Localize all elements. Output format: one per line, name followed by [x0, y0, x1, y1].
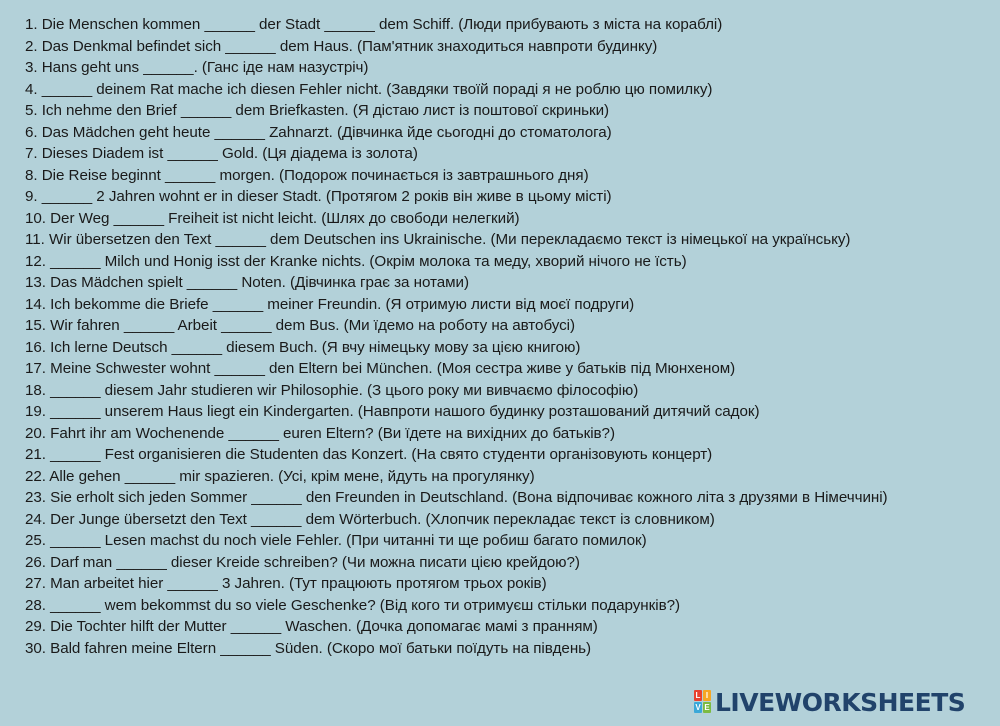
- exercise-line-2: 2. Das Denkmal befindet sich ______ dem Haus. (Пам'ятник знаходиться навпроти будинку): [25, 37, 658, 55]
- exercise-line-26: 26. Darf man ______ dieser Kreide schreiben? (Чи можна писати цією крейдою?): [25, 553, 580, 571]
- exercise-line-12: 12. ______ Milch und Honig isst der Kranke nichts. (Окрім молока та меду, хворий нічого не їсть): [25, 252, 687, 270]
- exercise-line-9: 9. ______ 2 Jahren wohnt er in dieser Stadt. (Протягом 2 років він живе в цьому місті): [25, 188, 612, 205]
- exercise-sheet: [25, 14, 990, 659]
- exercise-line-1: 1. Die Menschen kommen ______ der Stadt ______ dem Schiff. (Люди прибувають з міста на кораблі): [25, 16, 723, 33]
- logo-letter-e: E: [704, 703, 710, 712]
- exercise-line-10: 10. Der Weg ______ Freiheit ist nicht leicht. (Шлях до свободи нелегкий): [25, 209, 520, 227]
- exercise-line-8: 8. Die Reise beginnt ______ morgen. (Подорож починається із завтрашнього дня): [25, 166, 589, 184]
- exercise-line-20: 20. Fahrt ihr am Wochenende ______ euren Eltern? (Ви їдете на вихідних до батьків?): [25, 424, 615, 442]
- exercise-line-3: 3. Hans geht uns ______. (Ганс іде нам назустріч): [25, 59, 369, 76]
- exercise-line-23: 23. Sie erholt sich jeden Sommer ______ den Freunden in Deutschland. (Вона відпочиває кожного літа з друзями в Німеччині): [25, 489, 888, 506]
- logo-letter-l: L: [695, 691, 701, 700]
- exercise-line-25: 25. ______ Lesen machst du noch viele Fehler. (При читанні ти ще робиш багато помилок): [25, 532, 647, 549]
- logo-letter-v: V: [695, 703, 701, 712]
- liveworksheets-logo: [694, 687, 965, 717]
- logo-wordmark: LIVEWORKSHEETS: [715, 687, 966, 717]
- exercise-line-7: 7. Dieses Diadem ist ______ Gold. (Ця діадема із золота): [25, 145, 418, 162]
- exercise-line-5: 5. Ich nehme den Brief ______ dem Briefkasten. (Я дістаю лист із поштової скриньки): [25, 102, 610, 119]
- exercise-line-14: 14. Ich bekomme die Briefe ______ meiner Freundin. (Я отримую листи від моєї подруги): [25, 295, 635, 313]
- exercise-line-29: 29. Die Tochter hilft der Mutter ______ Waschen. (Дочка допомагає мамі з пранням): [25, 618, 598, 635]
- exercise-line-13: 13. Das Mädchen spielt ______ Noten. (Дівчинка грає за нотами): [25, 274, 469, 291]
- exercise-line-6: 6. Das Mädchen geht heute ______ Zahnarzt. (Дівчинка йде сьогодні до стоматолога): [25, 123, 612, 141]
- exercise-line-15: 15. Wir fahren ______ Arbeit ______ dem Bus. (Ми їдемо на роботу на автобусі): [25, 317, 576, 334]
- exercise-line-22: 22. Alle gehen ______ mir spazieren. (Усі, крім мене, йдуть на прогулянку): [25, 467, 535, 485]
- live-logo-icon: [694, 690, 711, 714]
- exercise-line-4: 4. ______ deinem Rat mache ich diesen Fehler nicht. (Завдяки твоїй пораді я не роблю цю помилку): [25, 80, 713, 98]
- exercise-line-16: 16. Ich lerne Deutsch ______ diesem Buch. (Я вчу німецьку мову за цією книгою): [25, 338, 581, 356]
- exercise-line-30: 30. Bald fahren meine Eltern ______ Süden. (Скоро мої батьки поїдуть на південь): [25, 639, 592, 657]
- exercise-line-17: 17. Meine Schwester wohnt ______ den Eltern bei München. (Моя сестра живе у батьків під Мюнхеном): [25, 360, 736, 377]
- exercise-line-28: 28. ______ wem bekommst du so viele Geschenke? (Від кого ти отримуєш стільки подарунків?): [25, 596, 680, 614]
- exercise-line-24: 24. Der Junge übersetzt den Text ______ dem Wörterbuch. (Хлопчик перекладає текст із словником): [25, 510, 715, 528]
- exercise-line-18: 18. ______ diesem Jahr studieren wir Philosophie. (З цього року ми вивчаємо філософію): [25, 381, 639, 399]
- exercise-line-21: 21. ______ Fest organisieren die Studenten das Konzert. (На свято студенти організовують концерт): [25, 446, 713, 463]
- exercise-line-19: 19. ______ unserem Haus liegt ein Kindergarten. (Навпроти нашого будинку розташований дитячий садок): [25, 403, 760, 420]
- logo-letter-i: I: [703, 690, 711, 701]
- exercise-line-27: 27. Man arbeitet hier ______ 3 Jahren. (Тут працюють протягом трьох років): [25, 575, 547, 592]
- exercise-line-11: 11. Wir übersetzen den Text ______ dem Deutschen ins Ukrainische. (Ми перекладаємо текст із німецької на українську): [25, 231, 851, 248]
